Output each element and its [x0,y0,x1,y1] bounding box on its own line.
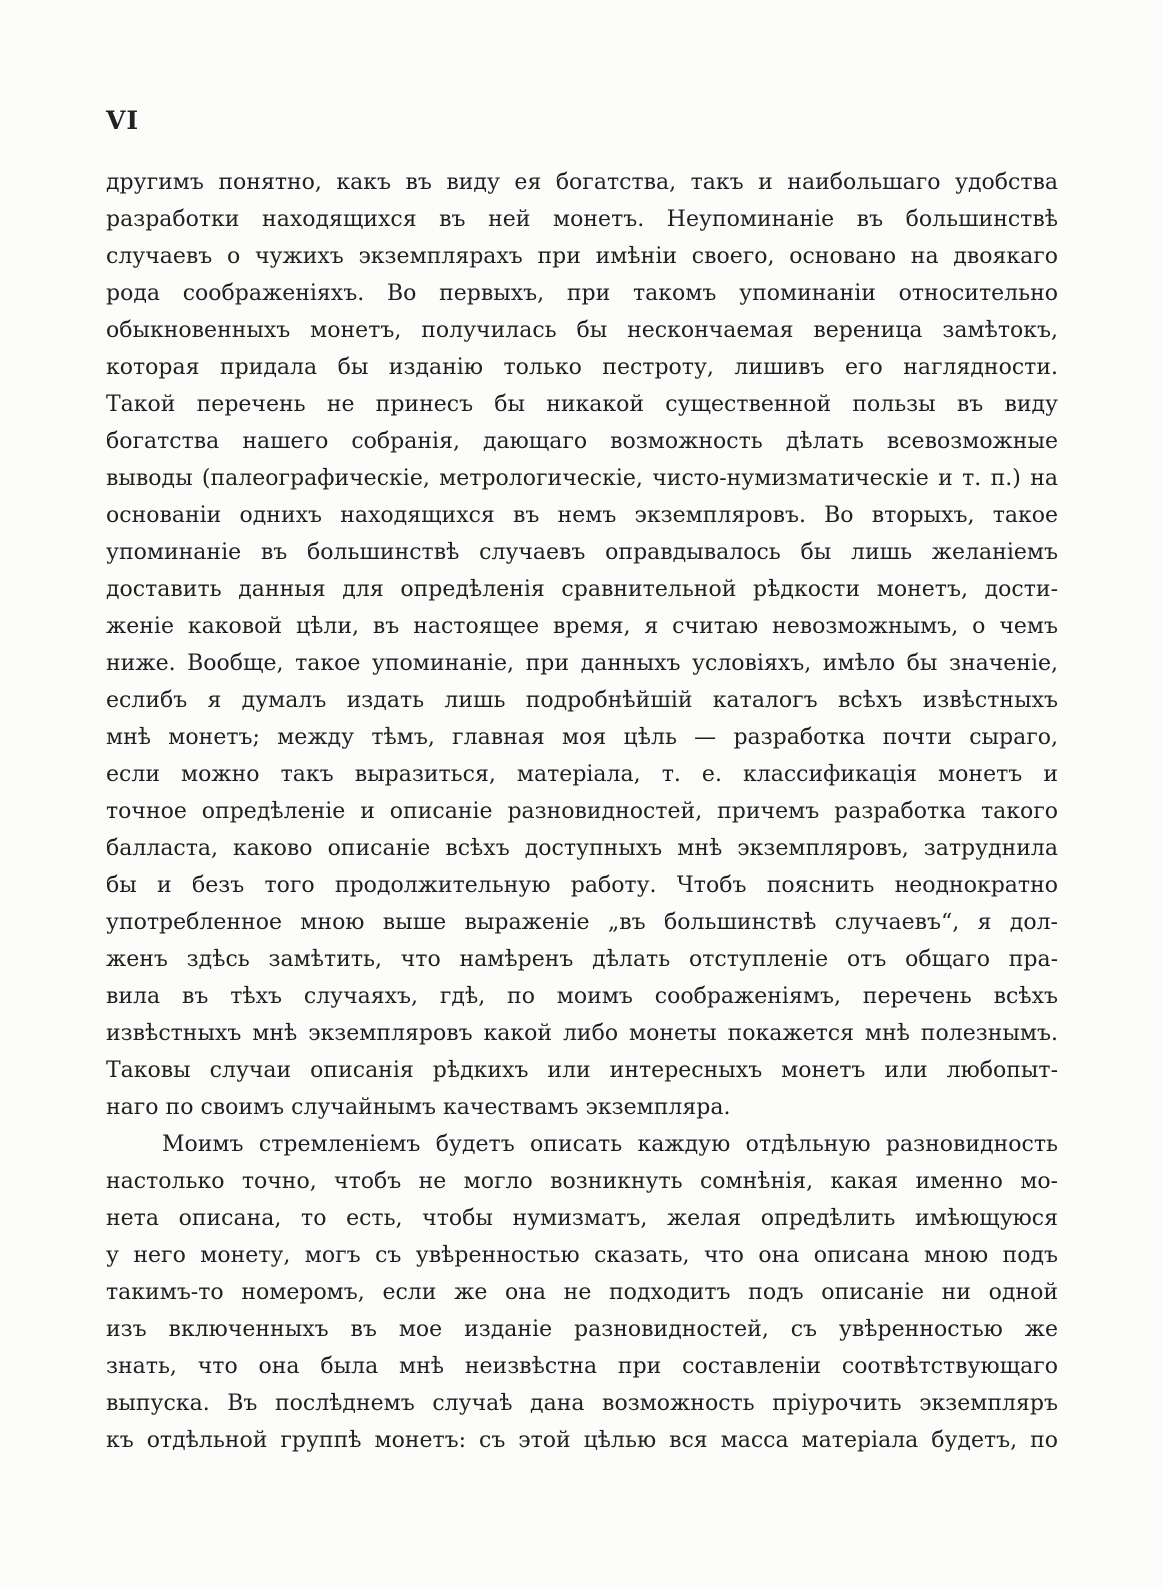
text-line: такимъ-то номеромъ, если же она не подходитъ подъ описаніе ни одной [106,1280,1058,1305]
text-line: извѣстныхъ мнѣ экземпляровъ какой либо монеты покажется мнѣ полезнымъ. [106,1021,1058,1046]
text-line: обыкновенныхъ монетъ, получилась бы нескончаемая вереница замѣтокъ, [106,318,1058,343]
text-line: балласта, каково описаніе всѣхъ доступныхъ мнѣ экземпляровъ, затруднила [106,836,1058,861]
text-line: рода соображеніяхъ. Во первыхъ, при такомъ упоминаніи относительно [106,281,1058,306]
text-line: выводы (палеографическіе, метрологическіе, чисто-нумизматическіе и т. п.) на [106,466,1058,491]
text-line: Моимъ стремленіемъ будетъ описать каждую отдѣльную разновидность [162,1132,1058,1157]
text-line: Таковы случаи описанія рѣдкихъ или интересныхъ монетъ или любопыт- [106,1058,1058,1083]
text-line: еслибъ я думалъ издать лишь подробнѣйшій каталогъ всѣхъ извѣстныхъ [106,688,1058,713]
text-line: случаевъ о чужихъ экземплярахъ при имѣніи своего, основано на двоякаго [106,244,1058,269]
text-line: которая придала бы изданію только пестроту, лишивъ его наглядности. [106,355,1058,380]
paragraph [106,1126,1058,1459]
text-line: знать, что она была мнѣ неизвѣстна при составленіи соотвѣтствующаго [106,1354,1058,1379]
text-line: разработки находящихся въ ней монетъ. Неупоминаніе въ большинствѣ [106,207,1058,232]
text-line: настолько точно, чтобъ не могло возникнуть сомнѣнія, какая именно мо- [106,1169,1058,1194]
text-line: богатства нашего собранія, дающаго возможность дѣлать всевозможные [106,429,1058,454]
text-line: бы и безъ того продолжительную работу. Чтобъ пояснить неоднократно [106,873,1058,898]
text-line: точное опредѣленіе и описаніе разновидностей, причемъ разработка такого [106,799,1058,824]
text-line: основаніи однихъ находящихся въ немъ экземпляровъ. Во вторыхъ, такое [106,503,1058,528]
text-line: Такой перечень не принесъ бы никакой существенной пользы въ виду [106,392,1058,417]
text-line: вила въ тѣхъ случаяхъ, гдѣ, по моимъ соображеніямъ, перечень всѣхъ [106,984,1058,1009]
text-line: выпуска. Въ послѣднемъ случаѣ дана возможность пріурочить экземпляръ [106,1391,1058,1416]
text-line: ниже. Вообще, такое упоминаніе, при данныхъ условіяхъ, имѣло бы значеніе, [106,651,1058,676]
text-line: изъ включенныхъ въ мое изданіе разновидностей, съ увѣренностью же [106,1317,1058,1342]
text-line: женъ здѣсь замѣтить, что намѣренъ дѣлать отступленіе отъ общаго пра- [106,947,1058,972]
text-line: у него монету, могъ съ увѣренностью сказать, что она описана мною подъ [106,1243,1058,1268]
text-line: если можно такъ выразиться, матеріала, т. е. классификація монетъ и [106,762,1058,787]
text-block [106,164,1058,1459]
text-line: къ отдѣльной группѣ монетъ: съ этой цѣлью вся масса матеріала будетъ, по [106,1428,1058,1453]
text-line: наго по своимъ случайнымъ качествамъ экземпляра. [106,1095,731,1120]
paragraph [106,164,1058,1126]
text-line: другимъ понятно, какъ въ виду ея богатства, такъ и наибольшаго удобства [106,170,1058,195]
page-number: VI [106,106,140,135]
text-line: доставить данныя для опредѣленія сравнительной рѣдкости монетъ, дости- [106,577,1058,602]
text-line: мнѣ монетъ; между тѣмъ, главная моя цѣль — разработка почти сыраго, [106,725,1058,750]
text-line: упоминаніе въ большинствѣ случаевъ оправдывалось бы лишь желаніемъ [106,540,1058,565]
text-line: женіе каковой цѣли, въ настоящее время, я считаю невозможнымъ, о чемъ [106,614,1058,639]
text-line: нета описана, то есть, чтобы нумизматъ, желая опредѣлить имѣющуюся [106,1206,1058,1231]
text-line: употребленное мною выше выраженіе „въ большинствѣ случаевъ“, я дол- [106,910,1058,935]
